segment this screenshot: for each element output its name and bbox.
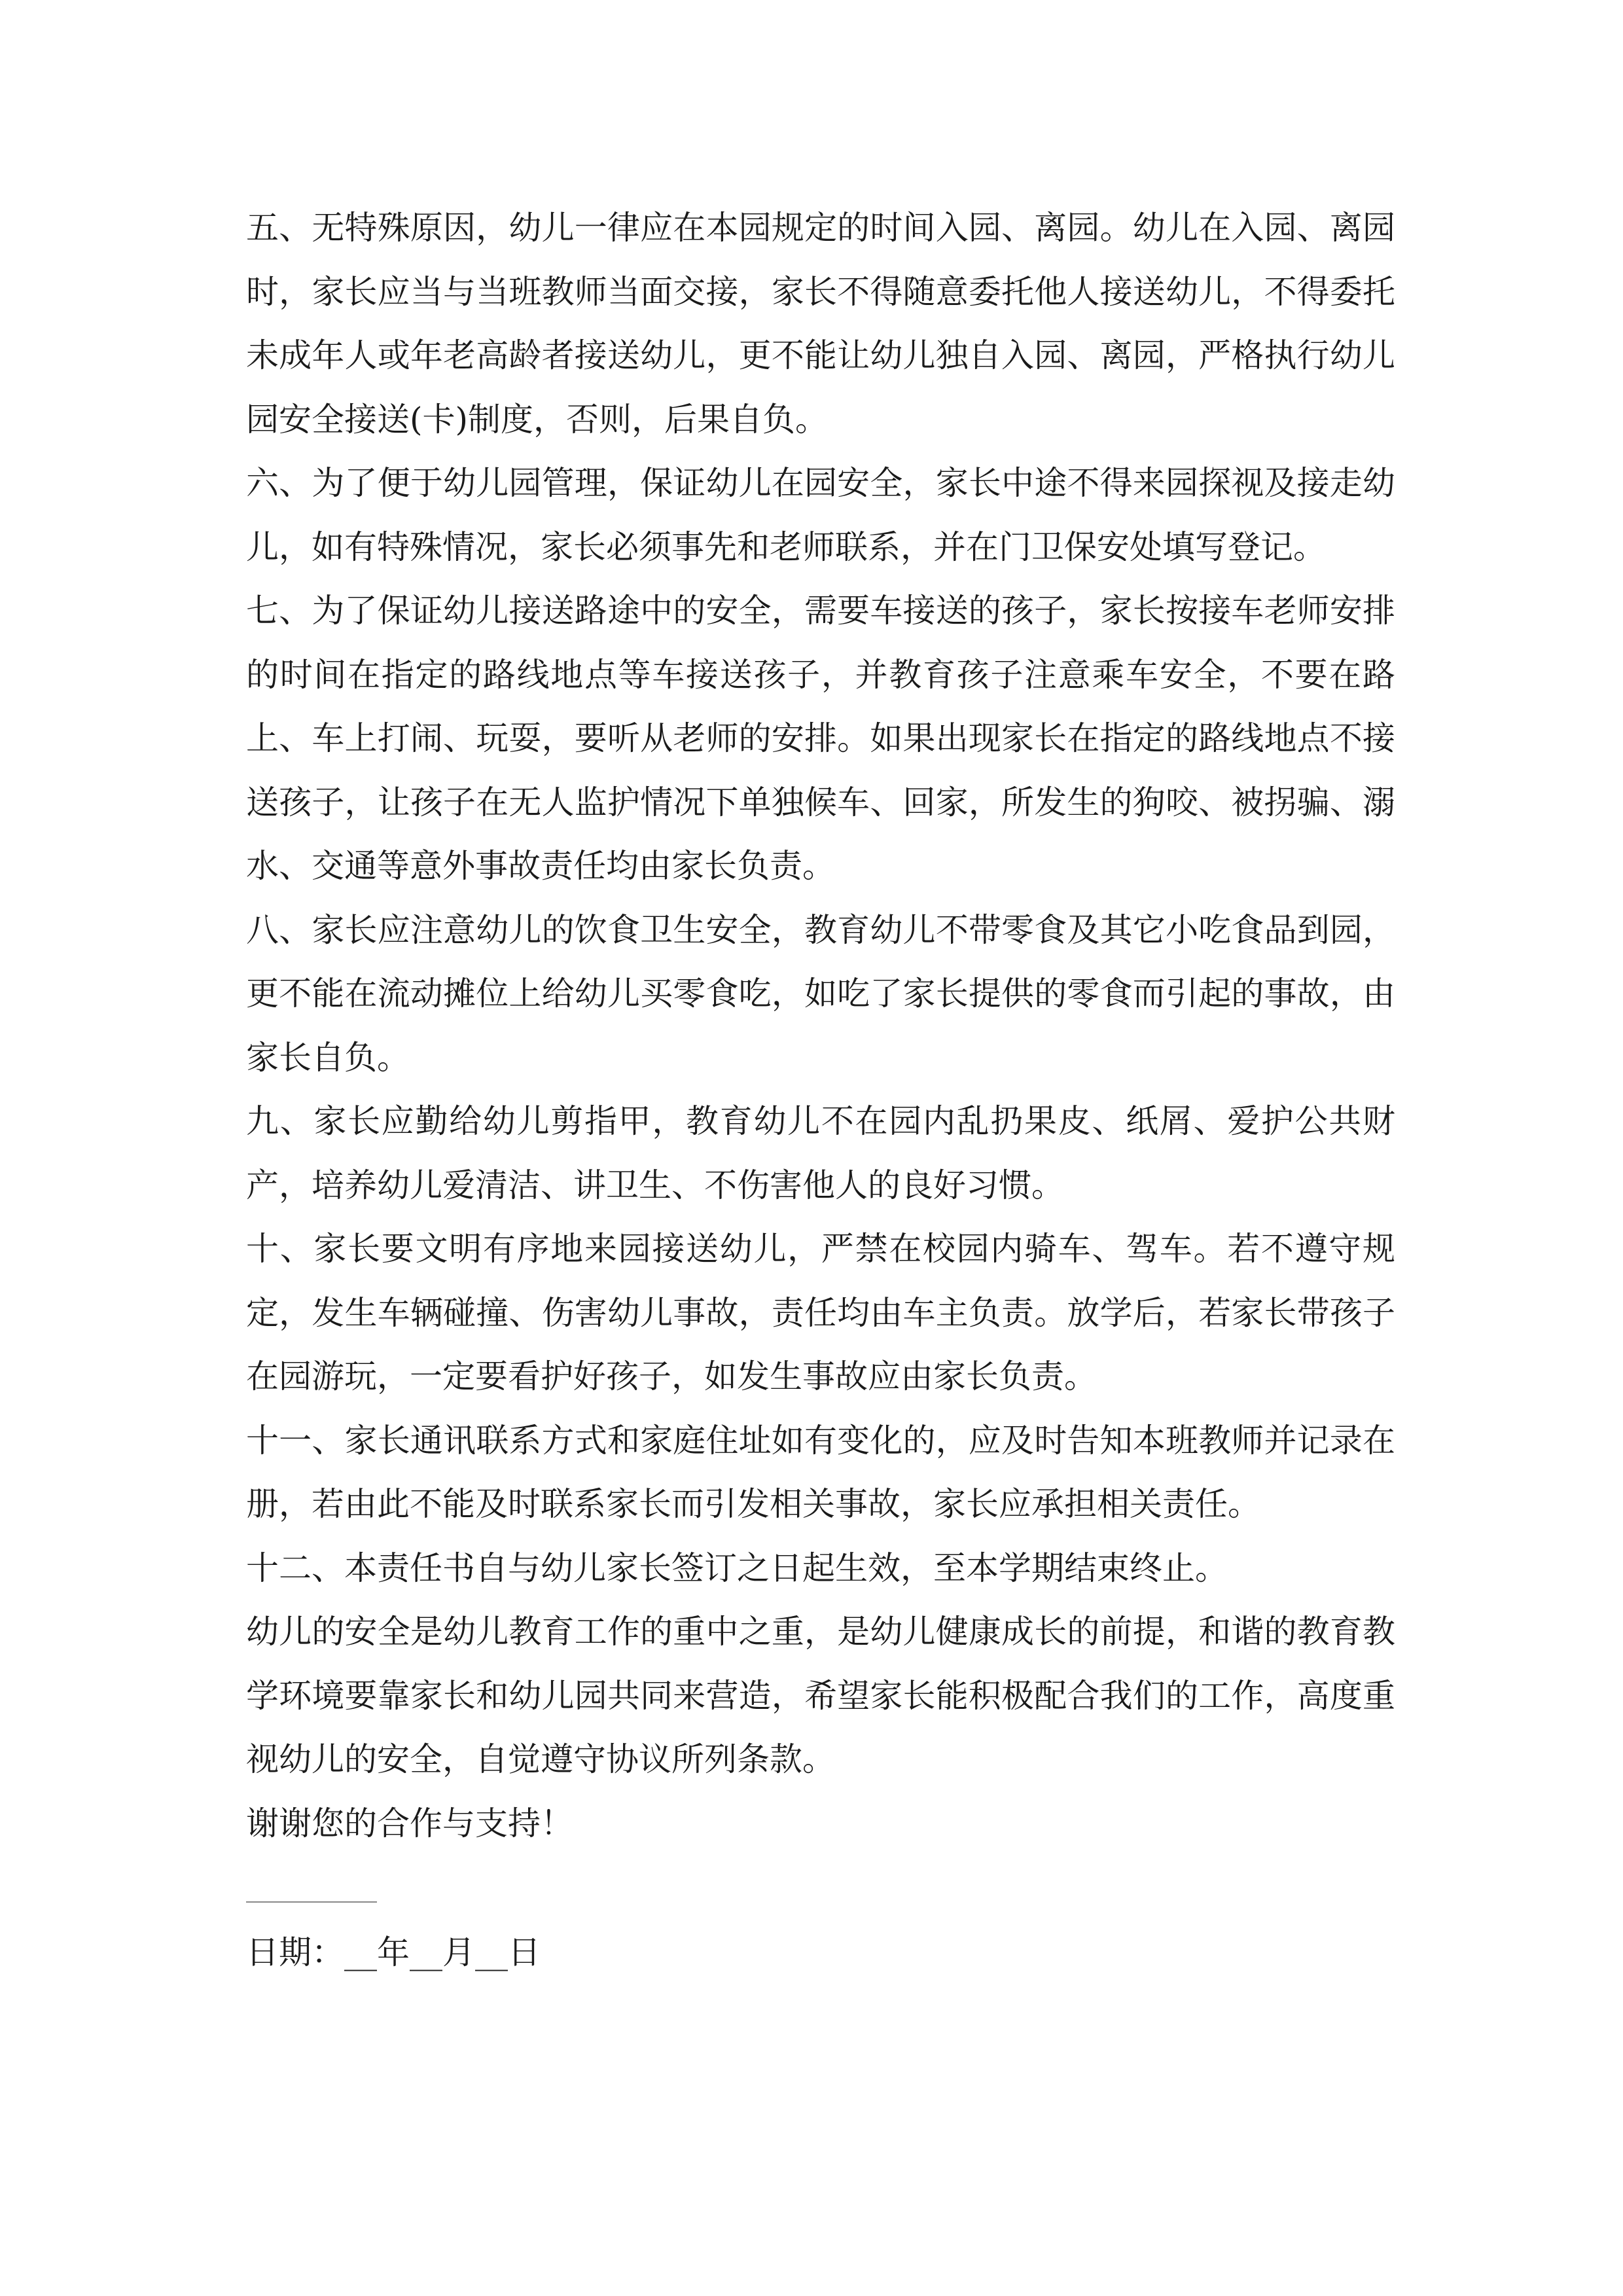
thanks-line: 谢谢您的合作与支持！ (246, 1804, 573, 1842)
clause-8: 八、家长应注意幼儿的饮食卫生安全，教育幼儿不带零食及其它小吃食品到园，更不能在流动摊位上给幼儿买零食吃，如吃了家长提供的零食而引起的事故，由家长自负。 (246, 910, 1395, 1077)
closing-paragraph: 幼儿的安全是幼儿教育工作的重中之重，是幼儿健康成长的前提，和谐的教育教学环境要靠家长和幼儿园共同来营造，希望家长能积极配合我们的工作，高度重视幼儿的安全，自觉遵守协议所列条款。 (246, 1613, 1395, 1778)
clause-10: 十、家长要文明有序地来园接送幼儿，严禁在校园内骑车、驾车。若不遵守规定，发生车辆碰撞、伤害幼儿事故，责任均由车主负责。放学后，若家长带孩子在园游玩，一定要看护好孩子，如发生事故应由家长负责。 (246, 1230, 1395, 1395)
document-body (246, 196, 1395, 1856)
clause-6: 六、为了便于幼儿园管理，保证幼儿在园安全，家长中途不得来园探视及接走幼儿，如有特殊情况，家长必须事先和老师联系，并在门卫保安处填写登记。 (246, 464, 1395, 566)
clause-5: 五、无特殊原因，幼儿一律应在本园规定的时间入园、离园。幼儿在入园、离园时，家长应当与当班教师当面交接，家长不得随意委托他人接送幼儿，不得委托未成年人或年老高龄者接送幼儿，更不能让幼儿独自入园、离园，严格执行幼儿园安全接送(卡)制度，否则，后果自负。 (246, 209, 1395, 439)
clause-12: 十二、本责任书自与幼儿家长签订之日起生效，至本学期结束终止。 (246, 1549, 1228, 1587)
clause-11: 十一、家长通讯联系方式和家庭住址如有变化的，应及时告知本班教师并记录在册，若由此不能及时联系家长而引发相关事故，家长应承担相关责任。 (246, 1421, 1395, 1523)
clause-7: 七、为了保证幼儿接送路途中的安全，需要车接送的孩子，家长按接车老师安排的时间在指定的路线地点等车接送孩子，并教育孩子注意乘车安全，不要在路上、车上打闹、玩耍，要听从老师的安排。如果出现家长在指定的路线地点不接送孩子，让孩子在无人监护情况下单独候车、回家，所发生的狗咬、被拐骗、溺水、交通等意外事故责任均由家长负责。 (246, 592, 1395, 885)
clause-9: 九、家长应勤给幼儿剪指甲，教育幼儿不在园内乱扔果皮、纸屑、爱护公共财产，培养幼儿爱清洁、讲卫生、不伤害他人的良好习惯。 (246, 1102, 1395, 1204)
signature-line (246, 1901, 377, 1903)
date-line: 日期：__年__月__日 (246, 1933, 541, 1971)
